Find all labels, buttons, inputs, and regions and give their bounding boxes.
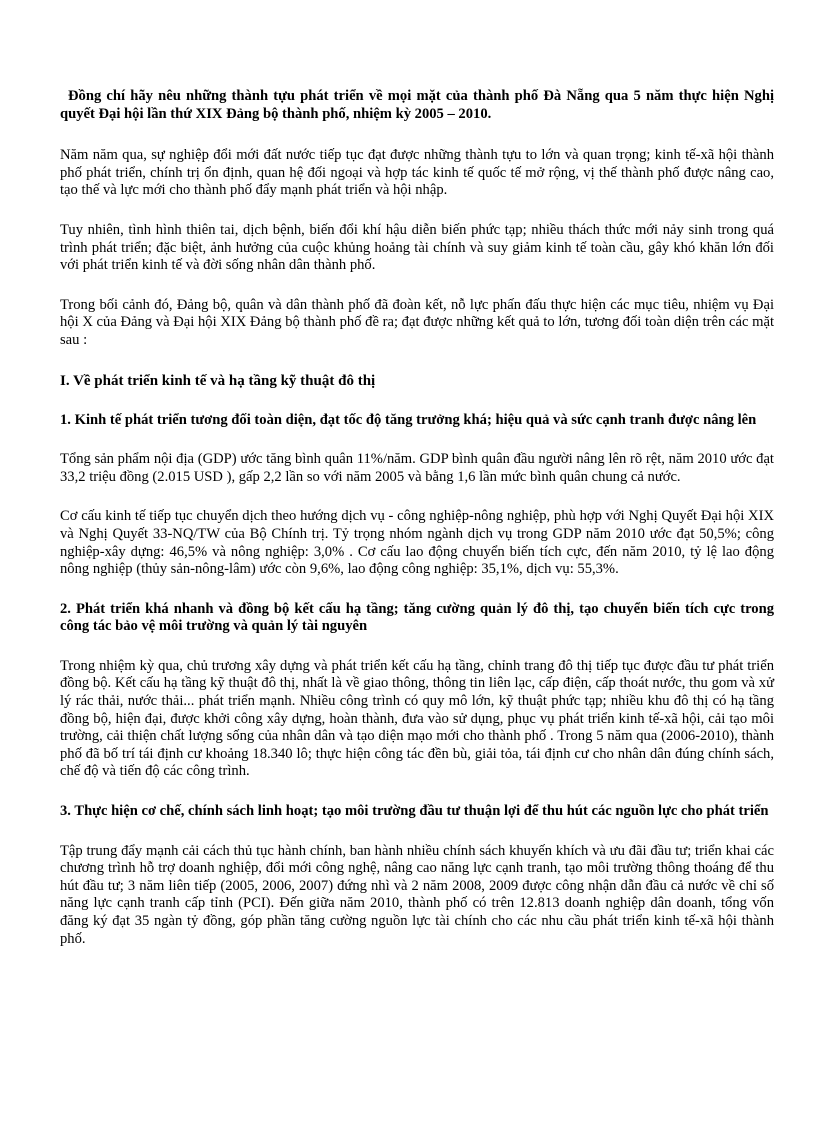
intro-paragraph: Tuy nhiên, tình hình thiên tai, dịch bệnh, biến đổi khí hậu diễn biến phức tạp; nhiều thách thức mới nảy sinh trong quá trình phát triển; đặc biệt, ảnh hưởng của cuộc khủng hoảng tài chính và suy giảm kinh tế toàn cầu, gây khó khăn lớn đối với phát triển kinh tế và đời sống nhân dân thành phố. [60,221,774,274]
document-title: Đồng chí hãy nêu những thành tựu phát triển về mọi mặt của thành phố Đà Nẵng qua 5 năm thực hiện Nghị quyết Đại hội lần thứ XIX Đảng bộ thành phố, nhiệm kỳ 2005 – 2010. [60,88,774,122]
section-heading: I. Về phát triển kinh tế và hạ tầng kỹ thuật đô thị [60,372,376,389]
intro-paragraph: Trong bối cảnh đó, Đảng bộ, quân và dân thành phố đã đoàn kết, nỗ lực phấn đấu thực hiện các mục tiêu, nhiệm vụ Đại hội X của Đảng và Đại hội XIX Đảng bộ thành phố đề ra; đạt được những kết quả to lớn, tương đối toàn diện trên các mặt sau : [60,296,774,348]
subsection-heading: 2. Phát triển khá nhanh và đồng bộ kết cấu hạ tầng; tăng cường quản lý đô thị, tạo chuyển biến tích cực trong công tác bảo vệ môi trường và quản lý tài nguyên [60,600,774,635]
body-paragraph: Cơ cấu kinh tế tiếp tục chuyển dịch theo hướng dịch vụ - công nghiệp-nông nghiệp, phù hợp với Nghị Quyết Đại hội XIX và Nghị Quyết 33-NQ/TW của Bộ Chính trị. Tỷ trọng nhóm ngành dịch vụ trong GDP năm 2010 ước đạt 50,5%; công nghiệp-xây dựng: 46,5% và nông nghiệp: 3,0% . Cơ cấu lao động chuyển biến tích cực, đến năm 2010, tỷ lệ lao động nông nghiệp (thủy sản-nông-lâm) ước còn 9,6%, lao động công nghiệp: 35,1%, dịch vụ: 55,3%. [60,508,774,578]
intro-paragraph: Năm năm qua, sự nghiệp đổi mới đất nước tiếp tục đạt được những thành tựu to lớn và quan trọng; kinh tế-xã hội thành phố phát triển, chính trị ổn định, quan hệ đối ngoại và hợp tác kinh tế quốc tế mở rộng, vị thế thành phố được nâng cao, tạo thế và lực mới cho thành phố đẩy mạnh phát triển và hội nhập. [60,147,774,199]
body-paragraph: Tập trung đẩy mạnh cải cách thủ tục hành chính, ban hành nhiều chính sách khuyến khích và ưu đãi đầu tư; triển khai các chương trình hỗ trợ doanh nghiệp, đổi mới công nghệ, nâng cao năng lực cạnh tranh, tạo môi trường thông thoáng để thu hút đầu tư; 3 năm liên tiếp (2005, 2006, 2007) đứng nhì và 2 năm 2008, 2009 được công nhận dẫn đầu cả nước về chỉ số năng lực cạnh tranh cấp tỉnh (PCI). Đến giữa năm 2010, thành phố có trên 12.813 doanh nghiệp dân doanh, tổng vốn đăng ký đạt 35 ngàn tỷ đồng, góp phần tăng cường nguồn lực tài chính cho các nhu cầu phát triển kinh tế-xã hội thành phố. [60,842,774,947]
body-paragraph: Tổng sản phẩm nội địa (GDP) ước tăng bình quân 11%/năm. GDP bình quân đầu người nâng lên rõ rệt, năm 2010 ước đạt 33,2 triệu đồng (2.015 USD ), gấp 2,2 lần so với năm 2005 và bằng 1,6 lần mức bình quân chung cả nước. [60,451,774,485]
body-paragraph: Trong nhiệm kỳ qua, chủ trương xây dựng và phát triển kết cấu hạ tầng, chỉnh trang đô thị tiếp tục được đầu tư phát triển đồng bộ. Kết cấu hạ tầng kỹ thuật đô thị, nhất là về giao thông, thông tin liên lạc, cấp điện, cấp thoát nước, thu gom và xử lý rác thải, nước thải... phát triển mạnh. Nhiều công trình có quy mô lớn, kỹ thuật phức tạp; nhiều khu đô thị có hạ tầng đồng bộ, hiện đại, được khởi công xây dựng, hoàn thành, đưa vào sử dụng, phục vụ phát triển kinh tế-xã hội, cải tạo môi trường, cải thiện chất lượng sống của nhân dân và tạo diện mạo mới cho thành phố . Trong 5 năm qua (2006-2010), thành phố đã bố trí tái định cư khoảng 18.340 lô; thực hiện công tác đền bù, giải tỏa, tái định cư cho nhân dân đúng chính sách, chế độ và tiến độ các công trình. [60,657,774,780]
subsection-heading: 3. Thực hiện cơ chế, chính sách linh hoạt; tạo môi trường đầu tư thuận lợi để thu hút các nguồn lực cho phát triển [60,803,769,820]
document-page [60,88,774,970]
subsection-heading: 1. Kinh tế phát triển tương đối toàn diện, đạt tốc độ tăng trưởng khá; hiệu quả và sức cạnh tranh được nâng lên [60,411,757,428]
